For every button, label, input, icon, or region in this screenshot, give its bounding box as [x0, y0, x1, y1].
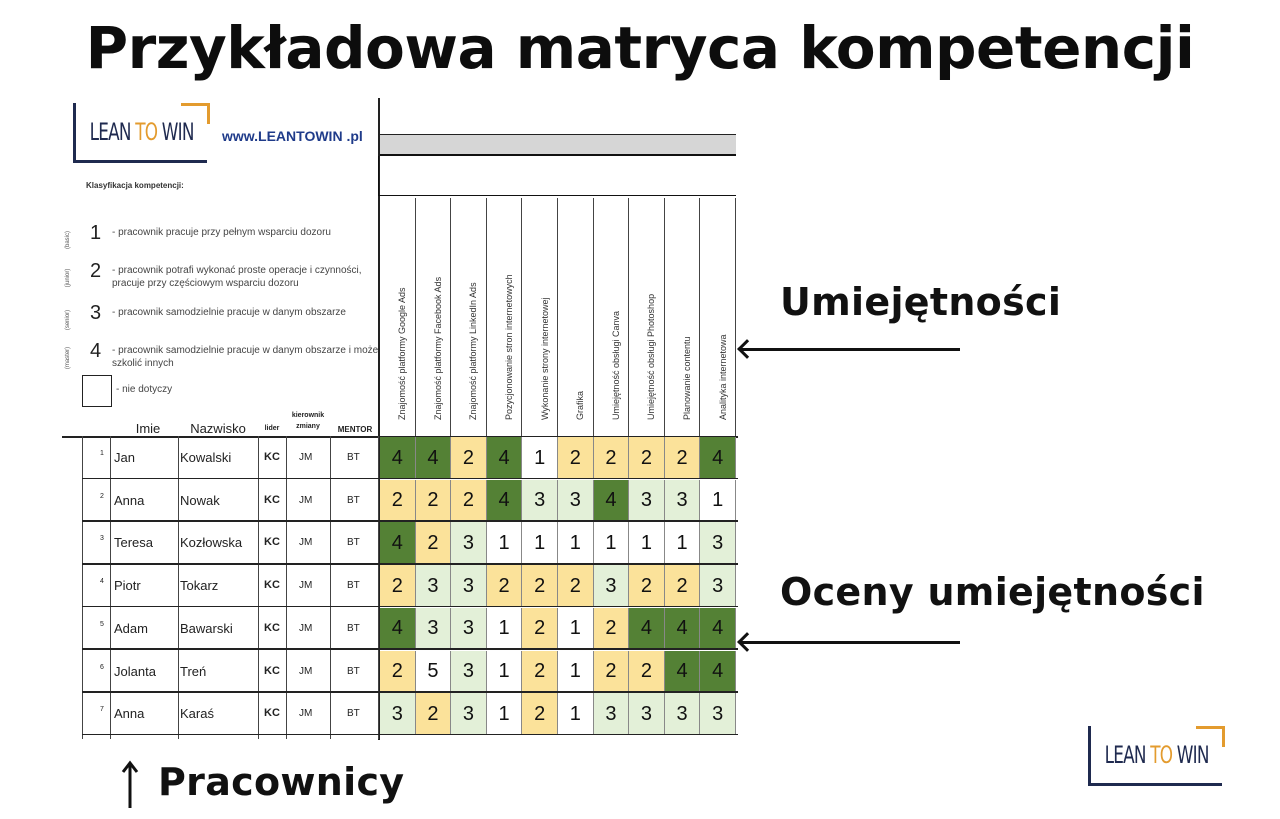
first-name: Piotr — [114, 578, 141, 594]
skill-score: 2 — [665, 437, 701, 479]
skill-score: 3 — [451, 693, 487, 735]
legend-level-tag: (basic) — [65, 230, 71, 250]
skill-score: 3 — [451, 608, 487, 650]
leader: KC — [264, 536, 280, 549]
skill-score: 3 — [451, 522, 487, 564]
skill-score: 4 — [629, 608, 665, 650]
first-name: Anna — [114, 706, 145, 722]
skill-score: 2 — [416, 693, 452, 735]
skill-score: 2 — [594, 437, 630, 479]
skill-score: 4 — [380, 608, 416, 650]
last-name: Kozłowska — [180, 535, 243, 551]
skill-label: Wykonanie strony internetowej — [539, 297, 550, 420]
legend-level-desc: - pracownik pracuje przy pełnym wsparciu dozoru — [112, 227, 331, 238]
skill-header — [700, 198, 736, 436]
leader: KC — [264, 493, 280, 506]
skill-score: 3 — [451, 565, 487, 607]
leader: KC — [264, 707, 280, 720]
skill-score: 3 — [558, 480, 594, 522]
legend-level-desc: - pracownik samodzielnie pracuje w danym obszarze i może szkolić innych — [112, 345, 379, 369]
last-name: Tokarz — [180, 578, 219, 594]
skill-label: Planowanie contentu — [682, 336, 693, 420]
skill-score: 2 — [416, 480, 452, 522]
skill-label: Znajomość platformy Facebook Ads — [432, 276, 443, 420]
skill-label: Analityka internetowa — [717, 334, 728, 420]
mentor: BT — [347, 622, 360, 634]
skill-score: 1 — [522, 437, 558, 479]
table-row — [0, 521, 740, 564]
first-name: Adam — [114, 620, 148, 636]
skill-header — [522, 198, 558, 436]
skill-header — [629, 198, 665, 436]
skill-score: 2 — [522, 693, 558, 735]
table-row — [0, 650, 740, 693]
skill-score: 4 — [380, 522, 416, 564]
skill-score: 2 — [451, 480, 487, 522]
mentor: BT — [347, 665, 360, 677]
first-name: Jolanta — [114, 663, 156, 679]
lean-to-win-logo: LEAN TO WIN — [73, 103, 207, 163]
legend-level-number: 3 — [90, 302, 102, 324]
shift-manager: JM — [299, 537, 313, 549]
legend-level-number: 1 — [90, 222, 102, 244]
skill-score: 4 — [665, 651, 701, 693]
leader: KC — [264, 451, 280, 463]
skill-score: 3 — [700, 693, 736, 735]
skill-score: 4 — [380, 437, 416, 479]
col-last-name: Nazwisko — [190, 421, 246, 436]
last-name: Kowalski — [180, 450, 232, 465]
legend-row — [62, 340, 382, 378]
row-number: 1 — [100, 450, 104, 457]
legend-heading: Klasyfikacja kompetencji: — [86, 181, 184, 190]
skill-score: 1 — [522, 522, 558, 564]
skill-header — [558, 198, 594, 436]
skill-header — [380, 198, 416, 436]
lean-to-win-logo-bottom: LEAN TO WIN — [1088, 726, 1222, 786]
skill-label: Umiejętność obsługi Canva — [610, 310, 621, 420]
arrow-up-icon — [120, 760, 140, 810]
skill-score: 2 — [558, 565, 594, 607]
annotation-ratings: Oceny umiejętności — [780, 570, 1205, 614]
first-name: Anna — [114, 492, 145, 508]
skill-score: 2 — [380, 565, 416, 607]
skill-score: 3 — [380, 693, 416, 735]
header-bar-grey — [380, 134, 736, 156]
skill-score: 4 — [487, 437, 523, 479]
arrow-skills-head — [737, 339, 757, 359]
skill-score: 2 — [558, 437, 594, 479]
skill-score: 3 — [594, 693, 630, 735]
skill-score: 1 — [558, 651, 594, 693]
shift-manager: JM — [299, 708, 313, 720]
mentor: BT — [347, 494, 360, 506]
skill-score: 5 — [416, 651, 452, 693]
skill-label: Znajomość platformy Google Ads — [397, 287, 408, 420]
skill-score: 1 — [558, 522, 594, 564]
skill-score: 3 — [665, 693, 701, 735]
skill-score: 2 — [380, 480, 416, 522]
skill-score: 3 — [416, 565, 452, 607]
annotation-skills: Umiejętności — [780, 280, 1062, 324]
skill-score: 2 — [629, 565, 665, 607]
first-name: Jan — [114, 450, 135, 465]
legend-level-tag: (master) — [65, 346, 71, 370]
col-mentor: MENTOR — [337, 425, 373, 434]
skill-score: 1 — [487, 693, 523, 735]
skill-score: 4 — [700, 608, 736, 650]
skill-score: 2 — [522, 565, 558, 607]
col-shift-manager: kierownik zmiany — [291, 412, 325, 430]
skill-score: 1 — [487, 608, 523, 650]
arrow-ratings-line — [740, 641, 960, 644]
arrow-skills-line — [740, 348, 960, 351]
skill-score: 2 — [451, 437, 487, 479]
skill-score: 4 — [700, 651, 736, 693]
last-name: Karaś — [180, 706, 214, 722]
legend-row — [62, 302, 382, 340]
skill-score: 2 — [629, 437, 665, 479]
mentor: BT — [347, 580, 360, 592]
leader: KC — [264, 579, 280, 592]
skill-score: 1 — [487, 522, 523, 564]
skill-score: 1 — [558, 608, 594, 650]
row-divider — [82, 734, 738, 736]
table-row — [0, 436, 740, 479]
legend-level-tag: (senior) — [65, 309, 71, 331]
skill-score: 2 — [522, 608, 558, 650]
skill-score: 1 — [487, 651, 523, 693]
legend-empty-desc: - nie dotyczy — [116, 384, 173, 395]
table-row — [0, 692, 740, 735]
shift-manager: JM — [299, 622, 313, 634]
legend-level-desc: - pracownik potrafi wykonać proste operacje i czynności, pracuje przy częściowym wsparciu dozoru — [112, 265, 362, 289]
skill-score: 3 — [451, 651, 487, 693]
skill-score: 3 — [629, 693, 665, 735]
mentor: BT — [347, 708, 360, 720]
row-number: 6 — [100, 663, 104, 671]
table-row — [0, 479, 740, 522]
row-number: 2 — [100, 492, 104, 500]
website-url: www.LEANTOWIN .pl — [222, 128, 363, 144]
col-first-name: Imie — [135, 421, 161, 436]
legend-level-desc: - pracownik samodzielnie pracuje w danym obszarze — [112, 307, 346, 318]
annotation-employees: Pracownicy — [158, 760, 405, 804]
skill-score: 2 — [665, 565, 701, 607]
row-number: 7 — [100, 706, 104, 714]
skill-score: 2 — [522, 651, 558, 693]
mentor: BT — [347, 452, 360, 463]
last-name: Bawarski — [180, 620, 233, 636]
row-number: 3 — [100, 535, 104, 543]
skill-score: 3 — [416, 608, 452, 650]
arrow-ratings-head — [737, 632, 757, 652]
skill-header — [487, 198, 523, 436]
shift-manager: JM — [299, 580, 313, 592]
row-number: 4 — [100, 578, 104, 586]
legend-row — [62, 260, 382, 298]
skill-score: 2 — [487, 565, 523, 607]
skill-header — [594, 198, 630, 436]
legend-empty-box — [82, 375, 112, 407]
skill-header — [665, 198, 701, 436]
legend-level-number: 2 — [90, 260, 102, 282]
skill-header — [451, 198, 487, 436]
last-name: Treń — [180, 663, 207, 679]
skill-score: 1 — [594, 522, 630, 564]
row-number: 5 — [100, 620, 104, 628]
table-row — [0, 564, 740, 607]
skill-score: 2 — [380, 651, 416, 693]
shift-manager: JM — [299, 665, 313, 677]
skill-label: Grafika — [575, 390, 586, 420]
skill-score: 3 — [700, 565, 736, 607]
legend-row — [62, 222, 382, 260]
skill-score: 3 — [665, 480, 701, 522]
mentor: BT — [347, 537, 360, 549]
skill-score: 2 — [629, 651, 665, 693]
skill-score: 4 — [416, 437, 452, 479]
skill-score: 4 — [700, 437, 736, 479]
skill-header — [416, 198, 452, 436]
skill-score: 4 — [594, 480, 630, 522]
leader: KC — [264, 621, 280, 634]
skill-score: 3 — [629, 480, 665, 522]
col-leader: lider — [264, 425, 280, 432]
skill-score: 2 — [594, 651, 630, 693]
skill-score: 4 — [665, 608, 701, 650]
skill-score: 1 — [700, 480, 736, 522]
shift-manager: JM — [299, 452, 313, 463]
first-name: Teresa — [114, 535, 154, 551]
skill-score: 1 — [629, 522, 665, 564]
leader: KC — [264, 664, 280, 677]
skill-score: 1 — [558, 693, 594, 735]
skill-score: 2 — [416, 522, 452, 564]
skill-score: 3 — [594, 565, 630, 607]
table-row — [0, 607, 740, 650]
skill-score: 4 — [487, 480, 523, 522]
skill-score: 3 — [522, 480, 558, 522]
last-name: Nowak — [180, 492, 220, 508]
shift-manager: JM — [299, 494, 313, 506]
skill-label: Znajomość platformy LinkedIn Ads — [468, 282, 479, 420]
skill-score: 1 — [665, 522, 701, 564]
skill-label: Umiejętność obsługi Photoshop — [646, 293, 657, 420]
legend-level-number: 4 — [90, 340, 102, 362]
skill-score: 3 — [700, 522, 736, 564]
legend-level-tag: (junior) — [65, 268, 71, 288]
page-title: Przykładowa matryca kompetencji — [85, 14, 1195, 82]
skill-label: Pozycjonowanie stron internetowych — [504, 274, 515, 420]
header-bar-white — [378, 156, 736, 196]
skill-score: 2 — [594, 608, 630, 650]
